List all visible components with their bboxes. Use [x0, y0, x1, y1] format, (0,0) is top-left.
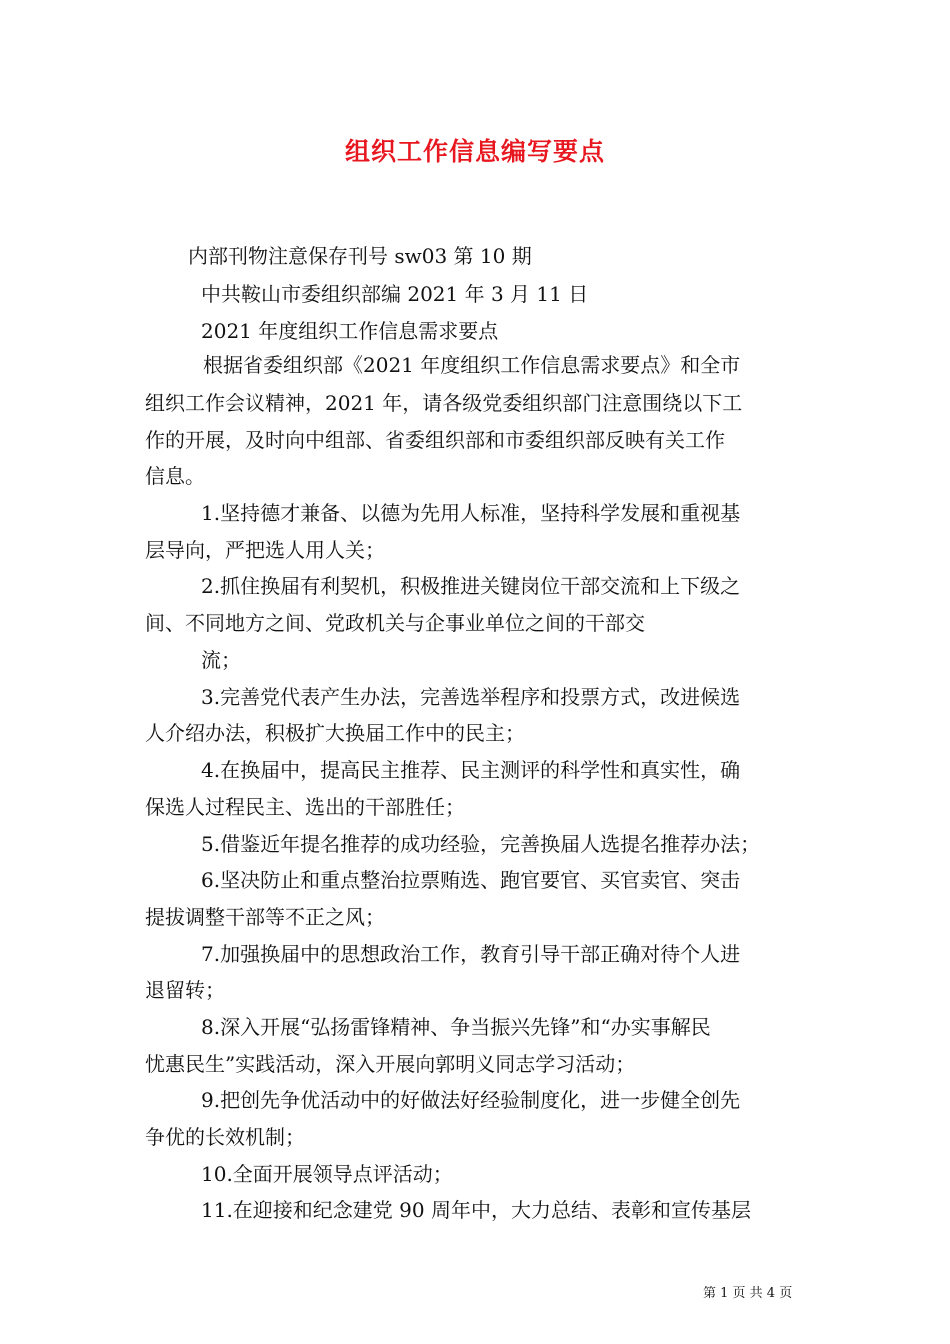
item-line: 7.加强换届中的思想政治工作，教育引导干部正确对待个人进	[201, 942, 741, 966]
item-line: 5.借鉴近年提名推荐的成功经验，完善换届人选提名推荐办法；	[201, 832, 761, 856]
item-line: 提拔调整干部等不正之风；	[145, 905, 385, 929]
item-line: 忧惠民生”实践活动，深入开展向郭明义同志学习活动；	[145, 1052, 636, 1076]
header-line-subject: 2021 年度组织工作信息需求要点	[201, 319, 499, 343]
item-line: 8.深入开展“弘扬雷锋精神、争当振兴先锋”和“办实事解民	[201, 1015, 711, 1039]
item-line: 争优的长效机制；	[145, 1125, 305, 1149]
header-line-publisher: 中共鞍山市委组织部编 2021 年 3 月 11 日	[201, 282, 589, 306]
intro-line: 组织工作会议精神，2021 年，请各级党委组织部门注意围绕以下工	[145, 391, 743, 415]
item-line: 9.把创先争优活动中的好做法好经验制度化，进一步健全创先	[201, 1088, 741, 1112]
item-line: 层导向，严把选人用人关；	[145, 538, 385, 562]
item-line: 10.全面开展领导点评活动；	[201, 1162, 453, 1186]
item-line: 11.在迎接和纪念建党 90 周年中，大力总结、表彰和宣传基层	[201, 1198, 751, 1222]
intro-line: 作的开展，及时向中组部、省委组织部和市委组织部反映有关工作	[145, 428, 725, 452]
item-line: 退留转；	[145, 978, 225, 1002]
item-line: 4.在换届中，提高民主推荐、民主测评的科学性和真实性，确	[201, 758, 741, 782]
item-line: 流；	[201, 648, 241, 672]
document-title: 组织工作信息编写要点	[344, 137, 605, 166]
intro-line: 信息。	[145, 464, 205, 488]
item-line: 人介绍办法，积极扩大换届工作中的民主；	[145, 721, 525, 745]
item-line: 2.抓住换届有利契机，积极推进关键岗位干部交流和上下级之	[201, 574, 741, 598]
item-line: 1.坚持德才兼备、以德为先用人标准，坚持科学发展和重视基	[201, 501, 741, 525]
page-number: 第 1 页 共 4 页	[703, 1286, 793, 1301]
item-line: 6.坚决防止和重点整治拉票贿选、跑官要官、买官卖官、突击	[201, 868, 741, 892]
header-line-issue: 内部刊物注意保存刊号 sw03 第 10 期	[188, 244, 532, 268]
item-line: 3.完善党代表产生办法，完善选举程序和投票方式，改进候选	[201, 685, 741, 709]
intro-line: 根据省委组织部《2021 年度组织工作信息需求要点》和全市	[203, 353, 741, 377]
item-line: 间、不同地方之间、党政机关与企事业单位之间的干部交	[145, 611, 645, 635]
item-line: 保选人过程民主、选出的干部胜任；	[145, 795, 465, 819]
